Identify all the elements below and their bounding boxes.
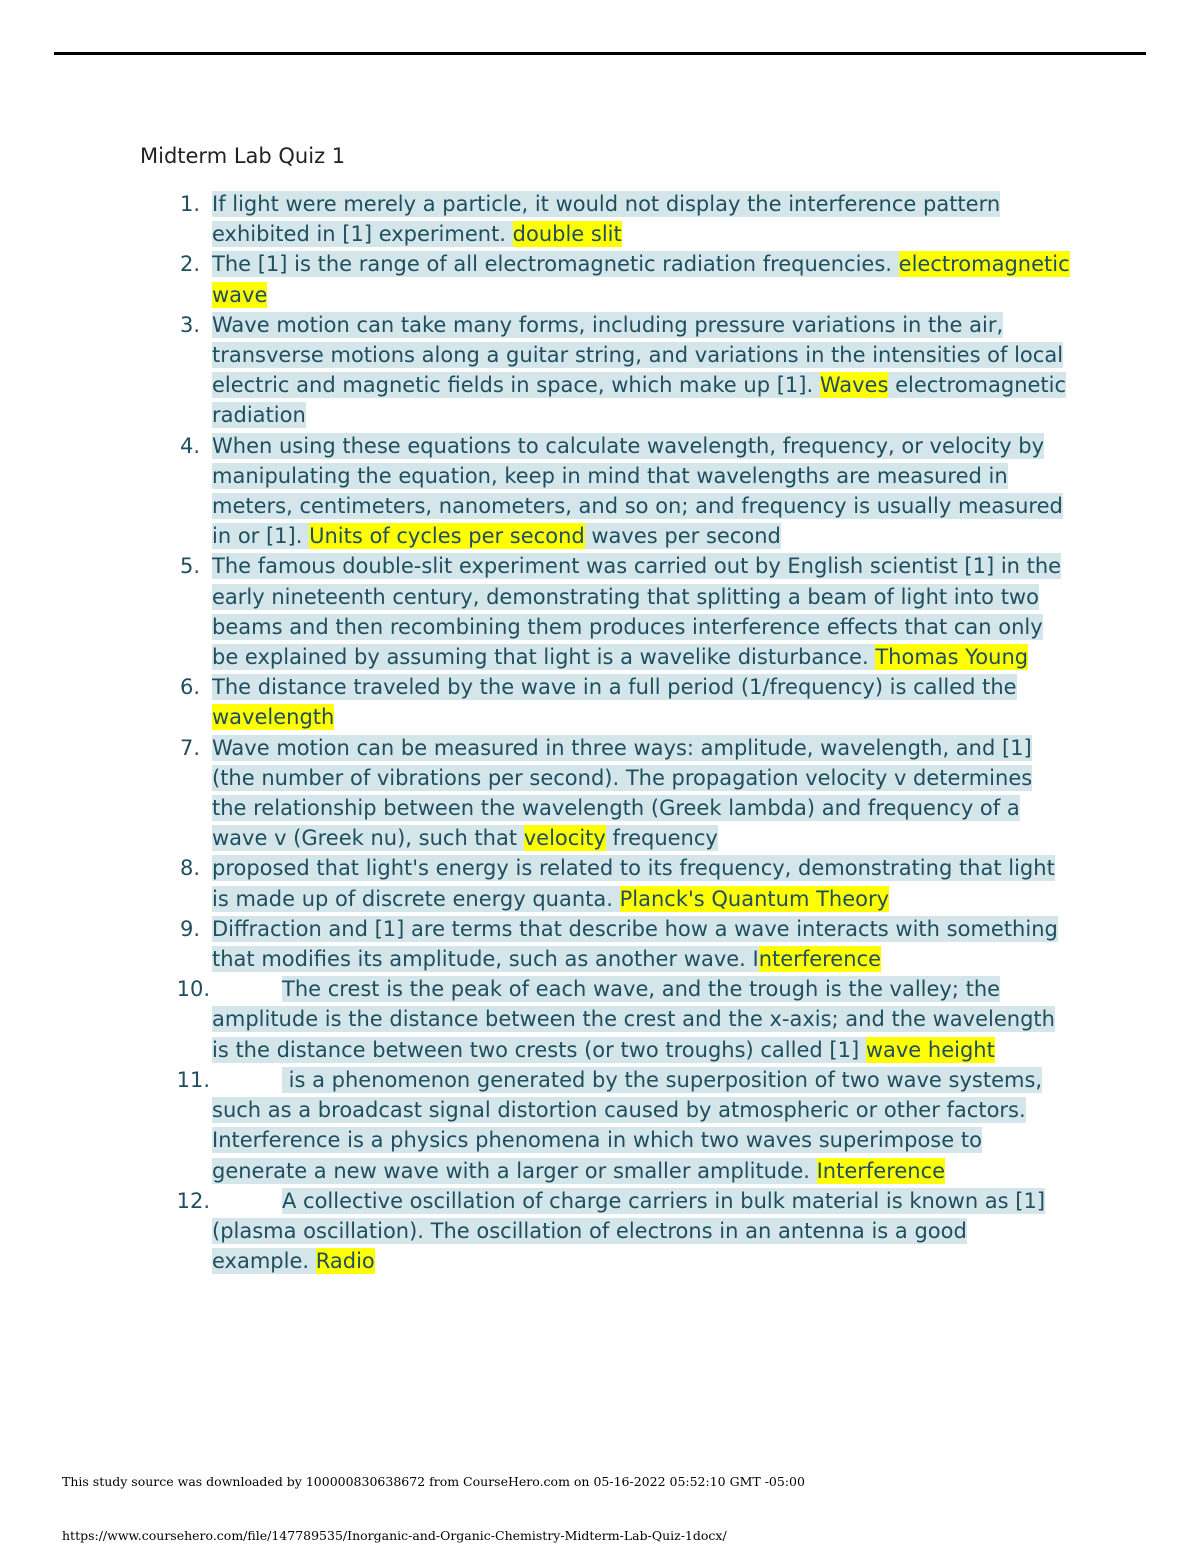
question-text: Diffraction and [1] are terms that describe how a wave interacts with something that modifies its amplitude, such as another wave. I [212,916,1058,972]
question-item [160,733,1070,854]
question-text: proposed that light's energy is related to its frequency, demonstrating that light is made up of discrete energy quanta. [212,856,1055,911]
question-number: 10. [176,977,210,1002]
question-text: Wave motion can be measured in three ways: amplitude, wavelength, and [1] (the number of vibrations per second). The propagation velocity v determines the relationship between the wavelength (Greek lambda) and frequency of a wave v (Greek nu), such that [212,735,1033,851]
answer-highlight: Radio [315,1249,375,1274]
document-title: Midterm Lab Quiz 1 [140,144,346,168]
question-item [160,853,1070,913]
question-body [212,433,1063,550]
question-text: If light were merely a particle, it would not display the interference pattern exhibited in [1] experiment. [212,192,1001,247]
question-item [160,310,1070,431]
question-number: 5. [179,554,200,579]
answer-highlight: Interference [816,1158,946,1183]
answer-highlight: Planck's Quantum Theory [619,886,890,911]
question-number: 11. [176,1067,210,1092]
question-number: 2. [179,252,200,277]
answer-highlight: Thomas Young [875,645,1029,670]
question-text: electromagnetic radiation [212,373,1067,428]
question-text: is a phenomenon generated by the superposition of two wave systems, such as a broadcast signal distortion caused by atmospheric or other factors. Interference is a physics phenomena in which two waves superimpose to generate a new wave with a larger or smaller amplitude. [212,1067,1043,1183]
source-url: https://www.coursehero.com/file/147789535/Inorganic-and-Organic-Chemistry-Midterm-Lab-Quiz-1docx/ [62,1528,727,1543]
answer-highlight: velocity [523,826,606,851]
question-body [212,1189,1045,1273]
question-text: The crest is the peak of each wave, and the trough is the valley; the amplitude is the distance between the crest and the x-axis; and the wavelength is the distance between two crests (or two troughs) called [1] [212,977,1055,1062]
question-body [212,191,1000,247]
question-item [160,249,1070,309]
question-item [160,431,1070,552]
question-text: When using these equations to calculate wavelength, frequency, or velocity by manipulating the equation, keep in mind that wavelengths are measured in meters, centimeters, nanometers, and so on; and frequency is usually measured in or [1]. [212,433,1063,549]
question-number: 8. [179,856,200,881]
question-number: 1. [179,192,200,216]
question-number: 6. [179,675,200,700]
question-body [212,977,1055,1061]
question-body [212,735,1032,852]
answer-highlight: electromagnetic wave [212,252,1070,307]
question-item [160,551,1070,672]
question-body [212,553,1061,670]
question-number: 7. [179,735,200,760]
download-source-notice: This study source was downloaded by 100000830638672 from CourseHero.com on 05-16-2022 05:52:10 GMT -05:00 [62,1474,805,1489]
question-body [212,916,1058,972]
question-item [160,1186,1070,1277]
question-number: 4. [179,433,200,458]
answer-highlight: nterference [758,947,881,972]
question-body [212,251,1070,307]
question-text: waves per second [584,524,781,549]
question-body [212,1068,1042,1183]
question-body [212,855,1055,911]
question-number: 9. [179,916,200,941]
question-text: The distance traveled by the wave in a full period (1/frequency) is called the [212,675,1017,700]
answer-highlight: Units of cycles per second [309,524,585,549]
answer-highlight: Waves [819,373,889,398]
question-item [160,914,1070,974]
question-item [160,189,1070,249]
question-item [160,974,1070,1065]
question-item [160,672,1070,732]
question-text: The [1] is the range of all electromagnetic radiation frequencies. [212,252,899,277]
question-list [160,189,1070,1276]
question-number: 3. [179,312,200,337]
answer-highlight: double slit [512,222,622,247]
question-text: frequency [605,826,718,851]
question-body [212,674,1017,730]
question-number: 12. [176,1188,210,1213]
header-rule [54,52,1146,55]
answer-highlight: wavelength [212,705,335,730]
question-text: The famous double-slit experiment was carried out by English scientist [1] in the early nineteenth century, demonstrating that splitting a beam of light into two beams and then recombining them produces interference effects that can only be explained by assuming that light is a wavelike disturbance. [212,554,1062,670]
question-text: A collective oscillation of charge carriers in bulk material is known as [1] (plasma oscillation). The oscillation of electrons in an antenna is a good example. [212,1188,1046,1274]
question-item [160,1065,1070,1186]
question-text: Wave motion can take many forms, including pressure variations in the air, transverse motions along a guitar string, and variations in the intensities of local electric and magnetic fields in space, which make up [1]. [212,312,1064,398]
question-body [212,312,1066,429]
answer-highlight: wave height [865,1037,995,1062]
